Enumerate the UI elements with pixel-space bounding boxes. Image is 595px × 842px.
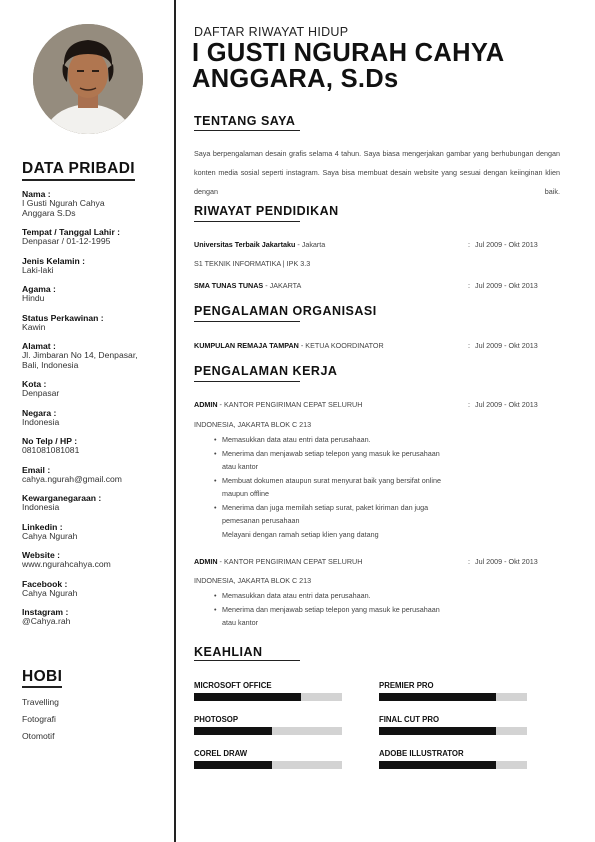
job-duty-item: • Menerima dan juga memilah setiap surat, paket kiriman dan juga xyxy=(214,501,514,515)
skill-bar-track xyxy=(194,761,342,769)
hobi-item: Fotografi xyxy=(22,714,56,724)
job-duty-item: atau kantor xyxy=(222,618,258,627)
skill-bar-track xyxy=(379,761,527,769)
personal-data-label: No Telp / HP : xyxy=(22,436,78,446)
vertical-divider xyxy=(174,0,176,842)
job-duty-item: • Menerima dan menjawab setiap telepon yang masuk ke perusahaan xyxy=(214,447,514,461)
organization-row xyxy=(194,341,560,353)
skill-bar-track xyxy=(194,727,342,735)
personal-data-value: Anggara S.Ds xyxy=(22,207,76,218)
tentang-underline xyxy=(194,130,300,131)
personal-data-label: Status Perkawinan : xyxy=(22,312,104,323)
personal-data-label: Nama : xyxy=(22,189,51,199)
skill-item xyxy=(194,715,342,735)
skill-item xyxy=(194,681,342,701)
job-duty-item: Melayani dengan ramah setiap klien yang datang xyxy=(222,529,379,539)
skill-bar-fill xyxy=(379,761,496,769)
skill-item xyxy=(194,749,342,769)
kerja-heading: PENGALAMAN KERJA xyxy=(194,364,338,378)
education-detail: S1 TEKNIK INFORMATIKA | IPK 3.3 xyxy=(194,259,311,268)
skill-name: ADOBE ILLUSTRATOR xyxy=(379,749,464,758)
job-duty-item: • Memasukkan data atau entri data perusahaan. xyxy=(214,433,514,447)
kerja-underline xyxy=(194,381,300,382)
skill-bar-track xyxy=(379,693,527,701)
personal-data-value: Denpasar xyxy=(22,388,60,398)
data-pribadi-heading: DATA PRIBADI xyxy=(22,160,136,177)
school-name: SMA TUNAS TUNAS xyxy=(194,281,264,290)
school-city: - JAKARTA xyxy=(263,281,302,290)
job-title: ADMIN xyxy=(194,400,218,409)
personal-data-value: cahya.ngurah@gmail.com xyxy=(22,473,122,484)
job-duties-list xyxy=(214,433,514,541)
personal-data-item xyxy=(22,379,170,399)
personal-data-label: Negara : xyxy=(22,407,57,418)
education-row xyxy=(194,281,560,293)
personal-data-value: Laki-laki xyxy=(22,264,54,275)
job-title: ADMIN xyxy=(194,557,218,566)
personal-data-item xyxy=(22,189,170,218)
skill-bar-fill xyxy=(379,727,496,735)
personal-data-item xyxy=(22,313,170,333)
job-row xyxy=(194,557,560,569)
personal-data-value: www.ngurahcahya.com xyxy=(22,559,111,569)
personal-data-label: Kewarganegaraan : xyxy=(22,493,102,503)
personal-data-value: Kawin xyxy=(22,321,46,332)
organization-role: - KETUA KOORDINATOR xyxy=(298,341,384,350)
date-colon: : xyxy=(468,341,470,350)
personal-data-item xyxy=(22,579,170,599)
personal-data-value: Jl. Jimbaran No 14, Denpasar, xyxy=(22,350,138,360)
school-name: Universitas Terbaik Jakartaku xyxy=(194,240,296,249)
name-line-2: ANGGARA, S.Ds xyxy=(192,65,399,93)
personal-data-label: Instagram : xyxy=(22,607,69,617)
skill-name: PHOTOSOP xyxy=(194,715,239,724)
job-duties-list xyxy=(214,589,514,630)
skill-bar-fill xyxy=(194,727,272,735)
personal-data-value: Denpasar / 01-12-1995 xyxy=(22,236,111,246)
personal-data-value: I Gusti Ngurah Cahya xyxy=(22,198,105,208)
personal-data-item xyxy=(22,493,170,513)
hobi-underline xyxy=(22,686,62,688)
date-colon: : xyxy=(468,557,470,566)
skill-bar-track xyxy=(379,727,527,735)
skill-item xyxy=(379,681,527,701)
date-colon: : xyxy=(468,281,470,290)
personal-data-item xyxy=(22,436,170,456)
personal-data-value: Cahya Ngurah xyxy=(22,587,78,598)
personal-data-item xyxy=(22,550,170,570)
job-company: - KANTOR PENGIRIMAN CEPAT SELURUH xyxy=(217,400,363,409)
sidebar xyxy=(0,0,174,842)
data-pribadi-underline xyxy=(22,179,135,181)
skill-name: MICROSOFT OFFICE xyxy=(194,681,272,690)
personal-data-label: Alamat : xyxy=(22,341,56,351)
date-range: Jul 2009 - Okt 2013 xyxy=(475,240,538,249)
hobi-item: Otomotif xyxy=(22,731,55,741)
skill-bar-fill xyxy=(194,761,272,769)
personal-data-item xyxy=(22,341,170,370)
personal-data-value: Bali, Indonesia xyxy=(22,359,79,370)
hobi-heading: HOBI xyxy=(22,668,63,685)
personal-data-label: Jenis Kelamin : xyxy=(22,255,86,266)
personal-data-label: Agama : xyxy=(22,284,56,294)
date-colon: : xyxy=(468,400,470,409)
keahlian-heading: KEAHLIAN xyxy=(194,645,263,659)
personal-data-value: Hindu xyxy=(22,293,45,303)
profile-photo xyxy=(33,24,143,134)
personal-data-item xyxy=(22,284,170,304)
personal-data-label: Linkedin : xyxy=(22,521,63,532)
education-row xyxy=(194,240,560,252)
personal-data-value: @Cahya.rah xyxy=(22,616,71,626)
personal-data-label: Website : xyxy=(22,550,61,560)
document-label: DAFTAR RIWAYAT HIDUP xyxy=(194,25,349,39)
job-duty-item: atau kantor xyxy=(222,462,258,471)
skill-bar-fill xyxy=(379,693,496,701)
date-range: Jul 2009 - Okt 2013 xyxy=(475,281,538,290)
personal-data-label: Kota : xyxy=(22,379,47,389)
pendidikan-underline xyxy=(194,221,300,222)
personal-data-value: Cahya Ngurah xyxy=(22,530,78,541)
organisasi-heading: PENGALAMAN ORGANISASI xyxy=(194,304,377,318)
personal-data-value: Indonesia xyxy=(22,502,60,512)
job-duty-item: • Membuat dokumen ataupun surat menyurat baik yang bersifat online xyxy=(214,474,514,488)
hobi-list xyxy=(22,697,59,748)
tentang-heading: TENTANG SAYA xyxy=(194,114,296,128)
keahlian-underline xyxy=(194,660,300,661)
skill-bar-fill xyxy=(194,693,301,701)
date-range: Jul 2009 - Okt 2013 xyxy=(475,557,538,566)
full-name xyxy=(192,40,572,92)
organisasi-underline xyxy=(194,321,300,322)
skill-name: COREL DRAW xyxy=(194,749,248,758)
pendidikan-heading: RIWAYAT PENDIDIKAN xyxy=(194,204,339,218)
personal-data-item xyxy=(22,465,170,485)
date-range: Jul 2009 - Okt 2013 xyxy=(475,400,538,409)
personal-data-value: Indonesia xyxy=(22,416,60,427)
job-company: - KANTOR PENGIRIMAN CEPAT SELURUH xyxy=(217,557,363,566)
date-colon: : xyxy=(468,240,470,249)
personal-data-list xyxy=(22,189,170,636)
name-line-1: I GUSTI NGURAH CAHYA xyxy=(192,39,505,67)
job-row xyxy=(194,400,560,412)
organization-name: KUMPULAN REMAJA TAMPAN xyxy=(194,341,299,350)
job-duty-item: • Memasukkan data atau entri data perusahaan. xyxy=(214,589,514,603)
skill-item xyxy=(379,749,527,769)
job-duty-item: pemesanan perusahaan xyxy=(222,516,300,525)
about-text: Saya berpengalaman desain grafis selama 4 tahun. Saya biasa mengerjakan gambar yang berhubungan dengan konten media sosial seperti instagram. Saya bisa membuat desain website yang sesuai dengan keiinginan klien dengan baik. xyxy=(194,149,560,196)
job-location: INDONESIA, JAKARTA BLOK C 213 xyxy=(194,420,312,429)
job-duty-item: • Menerima dan menjawab setiap telepon yang masuk ke perusahaan xyxy=(214,603,514,617)
date-range: Jul 2009 - Okt 2013 xyxy=(475,341,538,350)
skill-bar-track xyxy=(194,693,342,701)
personal-data-item xyxy=(22,522,170,542)
personal-data-label: Facebook : xyxy=(22,578,68,589)
personal-data-item xyxy=(22,607,170,627)
skill-item xyxy=(379,715,527,735)
job-location: INDONESIA, JAKARTA BLOK C 213 xyxy=(194,576,312,585)
personal-data-item xyxy=(22,256,170,276)
personal-data-item xyxy=(22,227,170,247)
skill-name: FINAL CUT PRO xyxy=(379,715,440,724)
hobi-item: Travelling xyxy=(22,697,59,707)
personal-data-label: Email : xyxy=(22,464,51,475)
skill-name: PREMIER PRO xyxy=(379,681,434,690)
personal-data-label: Tempat / Tanggal Lahir : xyxy=(22,227,121,237)
job-duty-item: maupun offline xyxy=(222,489,270,498)
personal-data-value: 081081081081 xyxy=(22,445,80,455)
personal-data-item xyxy=(22,408,170,428)
school-city: - Jakarta xyxy=(295,240,326,249)
